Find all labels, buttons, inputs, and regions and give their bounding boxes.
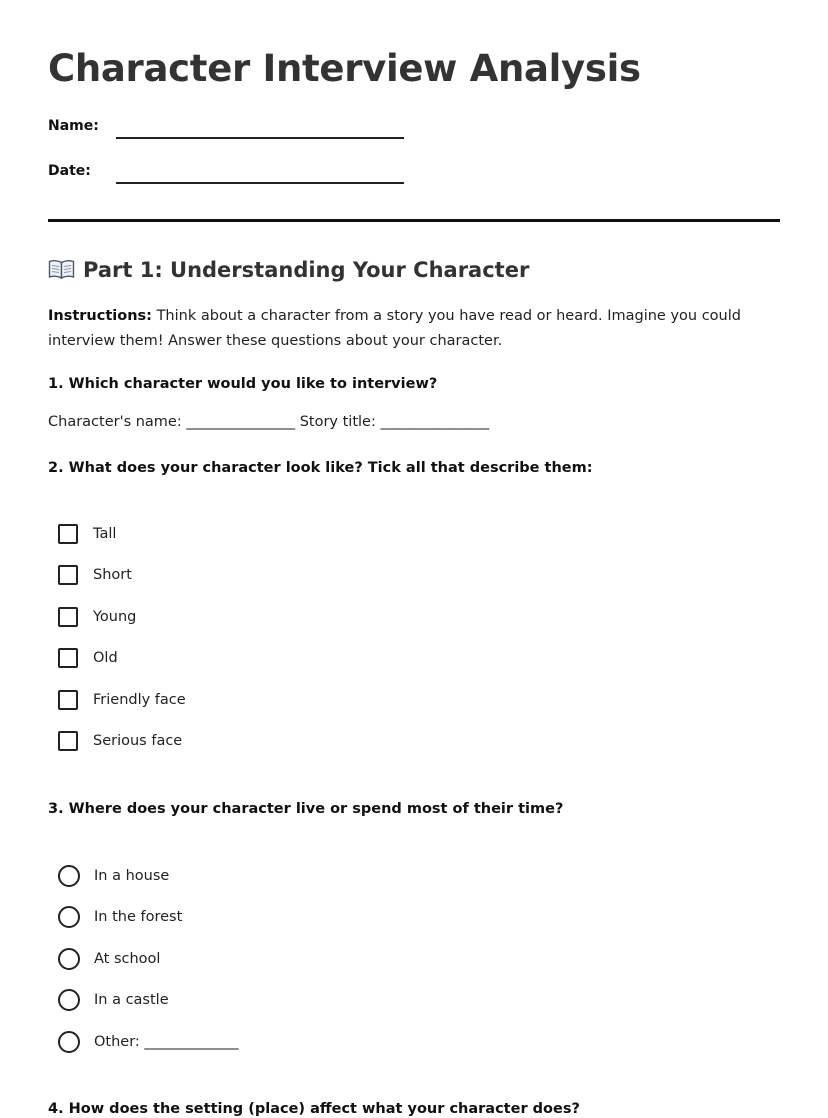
radio-in-the-forest[interactable] (58, 906, 80, 928)
date-label: Date: (48, 163, 91, 179)
question-3: 3. Where does your character live or spend most of their time? (48, 801, 564, 817)
header-divider (48, 219, 780, 222)
radio-option[interactable] (58, 988, 169, 1012)
question-2: 2. What does your character look like? Tick all that describe them: (48, 460, 593, 476)
name-label: Name: (48, 118, 99, 134)
radio-option[interactable] (58, 905, 182, 929)
open-book-icon (48, 258, 75, 285)
instructions-text: Think about a character from a story you have read or heard. Imagine you could interview them! Answer these questions about your character. (48, 308, 741, 349)
instructions-label: Instructions: (48, 308, 152, 324)
radio-in-a-house[interactable] (58, 865, 80, 887)
checkbox-serious-face[interactable] (58, 731, 78, 751)
checkbox-option[interactable] (58, 563, 132, 587)
question-4: 4. How does the setting (place) affect what your character does? (48, 1101, 580, 1117)
option-label: Short (93, 567, 132, 583)
radio-option[interactable] (58, 1030, 239, 1054)
radio-in-a-castle[interactable] (58, 989, 80, 1011)
option-label: Old (93, 650, 118, 666)
option-label: Serious face (93, 733, 183, 749)
date-field-line[interactable] (116, 182, 404, 184)
option-label: In the forest (94, 909, 183, 925)
checkbox-option[interactable] (58, 688, 186, 712)
option-label: In a castle (94, 992, 169, 1008)
section-title-text: Part 1: Understanding Your Character (83, 258, 530, 282)
option-label: Young (93, 609, 137, 625)
option-label: Other: _____________ (94, 1034, 239, 1050)
checkbox-option[interactable] (58, 729, 182, 753)
radio-at-school[interactable] (58, 948, 80, 970)
radio-option[interactable] (58, 947, 160, 971)
question-1: 1. Which character would you like to interview? (48, 376, 438, 392)
checkbox-young[interactable] (58, 607, 78, 627)
name-field-line[interactable] (116, 137, 404, 139)
instructions-paragraph (48, 304, 776, 354)
option-label: Tall (93, 526, 117, 542)
checkbox-friendly-face[interactable] (58, 690, 78, 710)
checkbox-short[interactable] (58, 565, 78, 585)
radio-option[interactable] (58, 864, 169, 888)
radio-other[interactable] (58, 1031, 80, 1053)
character-story-fill-line[interactable]: Character's name: _______________ Story title: _______________ (48, 414, 490, 430)
checkbox-tall[interactable] (58, 524, 78, 544)
checkbox-option[interactable] (58, 522, 116, 546)
checkbox-option[interactable] (58, 646, 118, 670)
checkbox-option[interactable] (58, 605, 136, 629)
option-label: At school (94, 951, 161, 967)
option-label: Friendly face (93, 692, 186, 708)
page-title: Character Interview Analysis (48, 47, 641, 90)
checkbox-old[interactable] (58, 648, 78, 668)
section-title-part1 (48, 258, 529, 285)
option-label: In a house (94, 868, 170, 884)
